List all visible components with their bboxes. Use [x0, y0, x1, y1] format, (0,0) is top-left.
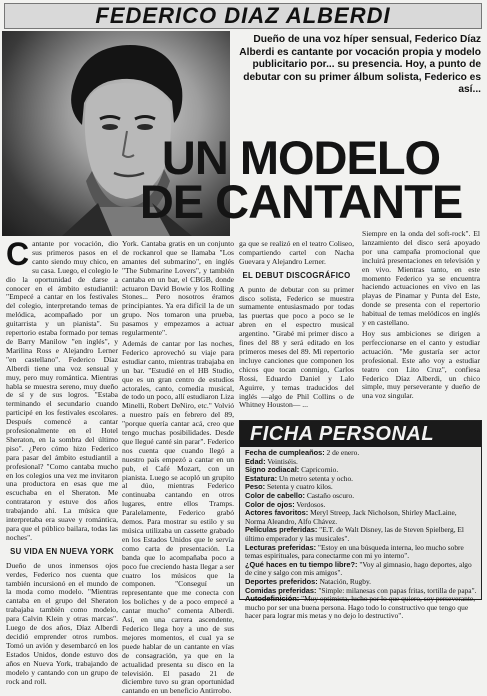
masthead-banner — [4, 3, 482, 29]
ficha-row-value: Veintiséis. — [267, 456, 298, 466]
ficha-row-label: Autodefinición: — [245, 594, 300, 604]
ficha-list — [240, 447, 481, 621]
ficha-row-label: Estatura: — [245, 473, 278, 483]
ficha-row-label: Color de cabello: — [245, 490, 305, 500]
ficha-row-label: Fecha de cumpleaños: — [245, 448, 325, 457]
ficha-row-value: Natación, Rugby. — [319, 576, 372, 586]
ficha-row-label: Signo zodiacal: — [245, 465, 300, 475]
ficha-row — [245, 595, 477, 621]
paragraph: Dueño de unos inmensos ojos verdes, Federico nos cuenta que también incursionó en el mundo de la moda como modelo. "Mientras cantaba en el grupo del Sheraton trabajaba también como modelo, para Calvin Klein y otras marcas". Luego de dos años, Díaz Alberdi decidió emprender otros rumbos. Tomó un avión y desembarcó en los Estados Unidos, donde estuvo dos años en Nueva York, trabajando de modelo y cantando con un grupo de rock and roll. — [6, 560, 118, 686]
paragraph: A punto de debutar con su primer disco solista, Federico se muestra sumamente entusiasmado por todas las puertas que poco a poco se le abren en el espectro musical argentino. "Grabé mi primer disco a fines del 88 y será editado en los primeros meses del 89. Mi repertorio incluye canciones que componen los chicos que tocan conmigo, Carlos Rossi, Eduardo Daniel y Lalo Aguirre, y temas traducidos del inglés —algo de Phil Collins o de Whitney Houston— ... — [239, 284, 354, 410]
ficha-row — [245, 544, 477, 561]
ficha-row-label: Películas preferidas: — [245, 525, 318, 535]
subheading-nueva-york: SU VIDA EN NUEVA YORK — [10, 546, 114, 556]
ficha-row-label: Comidas preferidas: — [245, 585, 317, 595]
intro-deck: Dueño de una voz híper sensual, Federico Díaz Alberdi es cantante por vocación propia y modelo publicitario por... su presencia. Hoy, a punto de debutar con su primer álbum solista, Federico es así... — [239, 34, 481, 96]
ficha-row — [245, 526, 477, 543]
ficha-row-value: "Estoy en una búsqueda interna, leo mucho sobre temas espirituales, para conectarme con mi yo interno". — [245, 542, 464, 561]
ficha-row-value: "Simple: milanesas con papas fritas, tortilla de papa". — [318, 585, 477, 595]
article-column-3 — [239, 240, 354, 415]
drop-cap: C — [6, 236, 30, 272]
ficha-row-value: Castaño oscuro. — [306, 490, 355, 500]
ficha-row-label: Peso: — [245, 482, 266, 492]
ficha-row-value: "Voy al gimnasio, hago deportes, algo de cine y salgo con mis amigos". — [245, 559, 472, 578]
ficha-row-value: Meryl Streep, Jack Nicholson, Shirley MacLaine, Norma Aleandro, Alfo Chávez. — [245, 508, 457, 526]
paragraph: Además de cantar por las noches, Federico aprovechó su viaje para estudiar canto, mientras trabajaba en un bar. "Estudié en el HB Studio, que es un gran centro de estudios actorales, canto, comedia musical, de todo un poco, allí estudiaron Liza Minelli, Robert DeNiro, etc." Volvió a nuestro país en febrero del 89, "porque quería cantar acá, creo que tengo muchas posibilidades. Desde que llegué canté sin parar". Federico nos cuenta que cuando llegó a nuestro país empezó a cantar en un pub, el Café Mozart, con un pianista. Luego se acopló un grupito al dúo, mientras Federico continuaba cantando en otros lugares, entre ellos Tramps. Paralelamente, Federico grabó demos. Para mostrar su estilo y su música utilizaba un cassette grabado en los Estados Unidos que le servía como carta de presentación. La banda que lo acompañaba poco a poco fue creciendo hasta llegar a ser cuatro los músicos que la componen. "Conseguí un representante que me conecta con los boliches y de a poco empecé a cantar mucho" comenta Alberdi. Así, en una carrera ascendente, Federico llega hoy a uno de sus mejores momentos, el cual ya se puede hablar de un cantante en vías de consagración, ya que en la actualidad presenta su disco en la televisión. El pasado 21 de diciembre tuvo su gran oportunidad cantando en un beneficio Antirrobo. — [122, 338, 234, 696]
ficha-row-label: Edad: — [245, 456, 266, 466]
ficha-row-value: Verdosos. — [296, 499, 326, 509]
paragraph: Hoy sus ambiciones se dirigen a perfeccionarse en el canto y estudiar actuación. "Me gustaría ser actor profesional. Este año voy a estudiar teatro con Lito Cruz", confiesa Federico Díaz Alberdi, un chico simple, muy perseverante y dueño de una voz singular. — [362, 328, 480, 401]
paragraph: Siempre en la onda del soft-rock". El lanzamiento del disco será apoyado por una campaña promocional que incluirá presentaciones en televisión y en vivo. Mientras tanto, en este momento Federico ya se encuentra haciendo actuaciones en vivo en las playas de Pinamar y Punta del Este, donde se presenta con el repertorio habitual de temas melódicos en inglés y en castellano. — [362, 229, 480, 328]
subheading-debut: EL DEBUT DISCOGRÁFICO — [242, 270, 351, 280]
ficha-row-label: Deportes preferidos: — [245, 576, 318, 586]
ficha-row-value: Un metro setenta y ocho. — [278, 473, 353, 483]
headline-line-1: UN MODELO — [161, 131, 441, 184]
ficha-row-value: Setenta y cuatro kilos. — [267, 482, 333, 492]
paragraph: ga que se realizó en el teatro Coliseo, compartiendo cartel con Nacha Guevara y Alejandro Lerner. — [239, 239, 354, 266]
article-column-2 — [122, 239, 234, 696]
ficha-row — [245, 509, 477, 526]
ficha-row-value: Capricornio. — [301, 465, 339, 475]
paragraph: York. Cantaba gratis en un conjunto de rockanrol que se llamaba "Los amantes del submarino", en inglés "The Submarine Lovers", y también cantaba en un bar, el CBGB, donde actuaron David Bowie y los Rolling Stones... Pero nosotros éramos principiantes. Ya era difícil la de un grupo. Nos tomaron una prueba, pasamos y empezamos a actuar regularmente". — [122, 239, 234, 338]
ficha-row — [245, 561, 477, 578]
article-column-1 — [6, 236, 118, 686]
ficha-row-label: Actores favoritos: — [245, 508, 309, 518]
ficha-row-value: 2 de enero. — [326, 448, 360, 457]
ficha-row-value: "E.T. de Walt Disney, las de Steven Spielberg, El último emperador y las musicales". — [245, 525, 464, 543]
masthead-title: FEDERICO DIAZ ALBERDI — [95, 3, 391, 28]
ficha-row-label: Lecturas preferidas: — [245, 542, 317, 552]
ficha-row-label: Color de ojos: — [245, 499, 295, 509]
paragraph-text: antante por vocación, dio sus primeros pasos en el canto siendo muy chico, en su casa. Luego, el colegio le dio la oportunidad de darse a conocer en el ámbito estudiantil: "Empecé a cantar en los festivales del colegio, interpretando temas de melódica, acompañado por un guitarrista y un pianista". Su repertorio estaba formado por temas de Barry Manilow "en inglés", y Marilina Ross e Alejandro Lerner "en castellano". Federico Díaz Alberdi tiene una voz sensual y muy, pero muy romántica. Mientras habla se muestra sereno, muy dueño de sí y de sus logros. "Estaba terminando el secundario cuando participé en los festivales escolares. Después comencé a cantar profesionalmente en el Hotel Sheraton, en la sombra del último piso". ¿Pero cómo hizo Federico para pasar del ámbito estudiantil a profesional? "Como cantaba mucho en los colegios una vez me invitaron una productora en esas que me escuchaba en el Sheraton. Me contrataron y estuve dos años trabajando ahí. La música que interpretaba era suave y romántica, para que el público bailara, todas las noches". — [6, 239, 118, 542]
ficha-personal-box — [239, 420, 482, 621]
ficha-row-value: "Muy optimista, lucho por lo que quiero, soy perseverante, mucho por ser una buena persona. Hago todo lo constructivo que tengo que hacer para lograr mis metas y no dejo lo destructivo". — [245, 594, 476, 621]
ficha-row-label: ¿Qué haces en tu tiempo libre?: — [245, 559, 358, 569]
article-column-4 — [362, 230, 480, 405]
headline — [118, 131, 484, 236]
headline-line-2: DE CANTANTE — [139, 175, 463, 228]
ficha-title: FICHA PERSONAL — [240, 421, 481, 447]
paragraph — [6, 236, 118, 543]
